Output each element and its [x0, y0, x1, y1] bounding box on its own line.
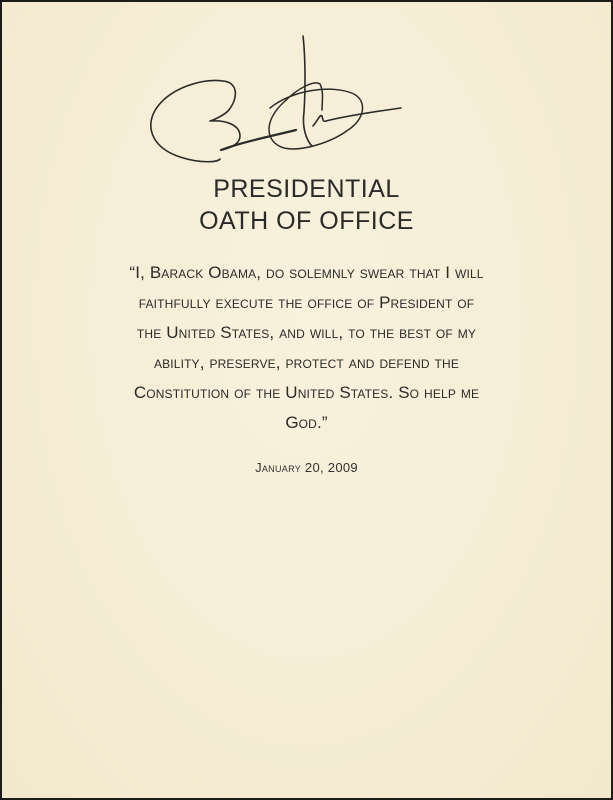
- title-line-1: PRESIDENTIAL: [213, 175, 400, 203]
- signature-image: [2, 2, 611, 172]
- oath-document-page: [2, 2, 611, 798]
- title-line-2: OATH OF OFFICE: [199, 207, 414, 235]
- document-title: [2, 173, 611, 237]
- oath-line: God.”: [285, 413, 328, 432]
- oath-line: the United States, and will, to the best of my: [136, 323, 477, 342]
- oath-text: [2, 258, 611, 438]
- oath-date: January 20, 2009: [255, 460, 358, 475]
- oath-line: faithfully execute the office of President of: [138, 293, 475, 312]
- oath-line: Constitution of the United States. So help me: [133, 383, 480, 402]
- oath-line: “I, Barack Obama, do solemnly swear that I will: [129, 263, 484, 282]
- oath-line: ability, preserve, protect and defend the: [153, 353, 460, 372]
